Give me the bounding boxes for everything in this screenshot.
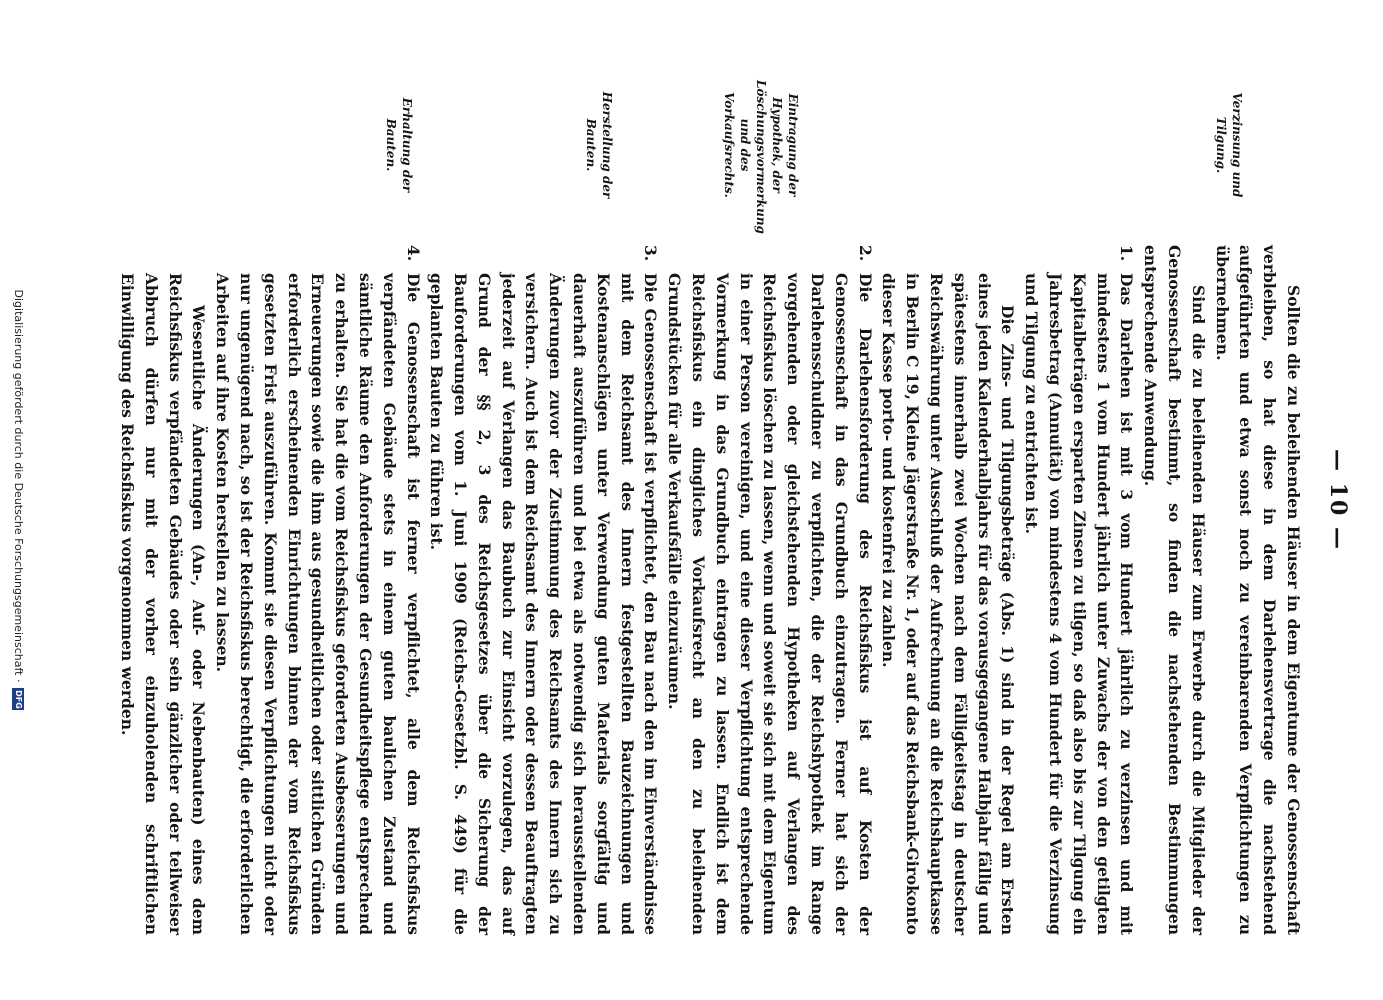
digitization-credit [12,0,25,1000]
item-1-subparagraph: Die Zins- und Tilgungsbeträge (Abs. 1) sind in der Regel am Ersten eines jeden Kalenderhalbjahrs für das vorausgegangene Halbjahr fällig und spätestens innerhalb zwei Wochen nach dem Fälligkeitstag in deutscher Reichswährung unter Ausschluß der Aufrechnung an die Reichshauptkasse in Berlin C 19, Kleine Jägerstraße Nr. 1, oder auf das Reichsbank-Girokonto dieser Kasse porto- und kostenfrei zu zahlen. [879,273,1018,935]
intro-paragraph-2: Sind die zu beleihenden Häuser zum Erwerbe durch die Mitglieder der Genossenschaft bestimmt, so finden die nachstehenden Bestimmungen entsprechende Anwendung. [1141,245,1208,935]
item-2 [662,245,876,935]
dfg-logo-icon: DFG [14,690,24,709]
page-body [115,245,1305,935]
intro-paragraph-1: Sollten die zu beleihenden Häuser in dem Eigentume der Genossenschaft verbleiben, so hat diese in dem Darlehensvertrage die nachstehend aufgeführten und etwa sonst noch zu vereinbarenden Verpflichtungen zu übernehmen. [1212,245,1303,935]
margin-note-verzinsung: Verzinsung und Tilgung. [1214,92,1244,198]
item-3-number: 3. [641,245,661,262]
margin-note-herstellung: Herstellung der Bauten. [584,91,614,199]
margin-note-eintragung: Eintragung der Hypothek, der Löschungsvormerkung und des Vorkaufsrechts. [722,80,800,234]
margin-note-erhaltung: Erhaltung der Bauten. [384,97,414,193]
item-1-text: Das Darlehen ist mit 3 vom Hundert jährlich zu verzinsen und mit mindestens 1 vom Hundert jährlich unter Zuwachs der von den getilgten Kapitalbeträgen ersparten Zinsen zu tilgen, so daß also bis zur Tilgung ein Jahresbetrag (Annuität) von mindestens 4 vom Hundert für die Verzinsung und Tilgung zu entrichten ist. [1022,273,1137,935]
item-4-number: 4. [403,245,423,262]
item-4-subparagraph: Wesentliche Änderungen (An-, Auf- oder Nebenbauten) eines dem Reichsfiskus verpfändeten Gebäudes oder sein gänzlicher oder teilweiser Abbruch dürfen nur mit der vorher einzuholenden schriftlichen Einwilligung des Reichsfiskus vorgenommen werden. [117,273,209,935]
page-number: — 10 — [1325,449,1351,551]
item-2-number: 2. [855,245,875,262]
item-1 [1019,245,1138,935]
item-3-text: Die Genossenschaft ist verpflichtet, den Bau nach den im Einverständnisse mit dem Reichsamt des Innern festgestellten Bauzeichnungen und Kostenanschlägen unter Verwendung guten Materials sorgfältig und dauerhaft auszuführen und bei etwa als notwendig sich herausstellenden Änderungen zuvor der Zustimmung des Reichsamts des Innern sich zu versichern. Auch ist dem Reichsamt des Innern oder dessen Beauftragten jederzeit auf Verlangen das Baubuch zur Einsicht vorzulegen, das auf Grund der §§ 2, 3 des Reichsgesetzes über die Sicherung der Bauforderungen vom 1. Juni 1909 (Reichs-Gesetzbl. S. 449) für die geplanten Bauten zu führen ist. [427,273,661,935]
item-4-text: Die Genossenschaft ist ferner verpflichtet, alle dem Reichsfiskus verpfändeten Gebäude stets in einem guten baulichen Zustand und sämtliche Räume den Anforderungen der Gesundheitspflege entsprechend zu erhalten. Sie hat die vom Reichsfiskus geforderten Ausbesserungen und Erneuerungen sowie die ihm aus gesundheitlichen oder sittlichen Gründen erforderlich erscheinenden Einrichtungen binnen der vom Reichsfiskus gesetzten Frist auszuführen. Kommt sie diesen Verpflichtungen nicht oder nur ungenügend nach, so ist der Reichsfiskus berechtigt, die erforderlichen Arbeiten auf ihre Kosten herstellen zu lassen. [213,273,423,935]
item-4 [210,245,424,935]
item-1-number: 1. [1117,245,1137,262]
credit-text: Digitalisierung gefördert durch die Deutsche Forschungsgemeinschaft · [12,289,25,683]
item-2-text: Die Darlehensforderung des Reichsfiskus ist auf Kosten der Genossenschaft in das Grundbuch einzutragen. Ferner hat sich der Darlehensschuldner zu verpflichten, die der Reichshypothek im Range vorgehenden oder gleichstehenden Hypotheken auf Verlangen des Reichsfiskus löschen zu lassen, wenn und soweit sie sich mit dem Eigentum in einer Person vereinigen, und eine dieser Verpflichtung entsprechende Vormerkung in das Grundbuch eintragen zu lassen. Endlich ist dem Reichsfiskus ein dingliches Vorkaufsrecht an den zu beleihenden Grundstücken für alle Verkaufsfälle einzuräumen. [665,273,875,935]
item-3 [425,245,663,935]
